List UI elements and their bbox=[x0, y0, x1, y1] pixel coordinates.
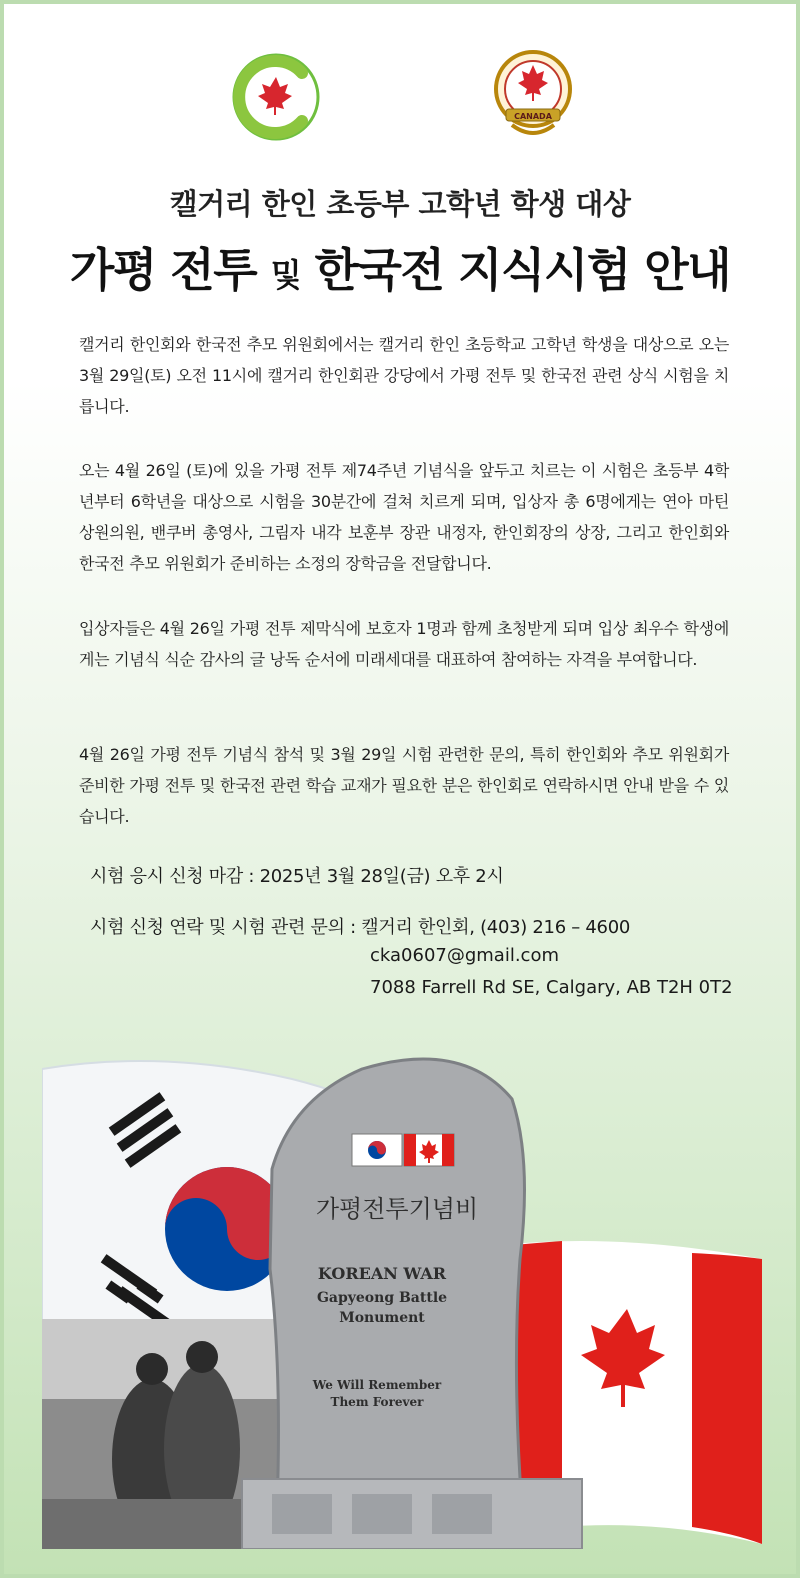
title-conj: 및 bbox=[270, 256, 301, 294]
title-part2: 한국전 지식시험 안내 bbox=[314, 243, 731, 297]
logo-row bbox=[4, 49, 796, 149]
paragraph-4: 4월 26일 가평 전투 기념식 참석 및 3월 29일 시험 관련한 문의, 특히 한인회와 추모 위원회가 준비한 가평 전투 및 한국전 관련 학습 교재가 필요한 분은 한인회로 연락하시면 안내 받을 수 있습니다. bbox=[79, 745, 729, 826]
monument-line1: KOREAN WAR bbox=[317, 1264, 447, 1283]
monument-line3: Monument bbox=[339, 1310, 425, 1326]
calgary-korean-association-logo bbox=[232, 53, 320, 141]
paragraph-3: 입상자들은 4월 26일 가평 전투 제막식에 보호자 1명과 함께 초청받게 되며 입상 최우수 학생에게는 기념식 식순 감사의 글 낭독 순서에 미래세대를 대표하여 참여하는 자격을 부여합니다. bbox=[79, 619, 729, 669]
badge-text: CANADA bbox=[514, 112, 552, 121]
title-part1: 가평 전투 bbox=[69, 243, 257, 297]
monument-illustration bbox=[42, 1039, 764, 1549]
contact-address: 7088 Farrell Rd SE, Calgary, AB T2H 0T2 bbox=[370, 977, 733, 998]
monument-line4: We Will Remember bbox=[312, 1378, 442, 1392]
application-deadline: 시험 응시 신청 마감 : 2025년 3월 28일(금) 오후 2시 bbox=[90, 866, 504, 887]
paragraph-1: 캘거리 한인회와 한국전 추모 위원회에서는 캘거리 한인 초등학교 고학년 학생을 대상으로 오는 3월 29일(토) 오전 11시에 캘거리 한인회관 강당에서 가평 전투 및 한국전 관련 상식 시험을 치릅니다. bbox=[79, 335, 729, 416]
page-title bbox=[4, 234, 796, 300]
monument-korean-name: 가평전투기념비 bbox=[315, 1195, 479, 1223]
monument-line2: Gapyeong Battle bbox=[316, 1290, 448, 1306]
contact-email: cka0607@gmail.com bbox=[370, 945, 559, 966]
subtitle: 캘거리 한인 초등부 고학년 학생 대상 bbox=[169, 187, 631, 221]
monument-line5: Them Forever bbox=[330, 1395, 424, 1409]
paragraph-2: 오는 4월 26일 (토)에 있을 가평 전투 제74주년 기념식을 앞두고 치르는 이 시험은 초등부 4학년부터 6학년을 대상으로 시험을 30분간에 걸쳐 치르게 되며, 입상자 총 6명에게는 연아 마틴 상원의원, 밴쿠버 총영사, 그림자 내각 보훈부 장관 내정자, 한인회장의 상장, 그리고 한인회와 한국전 추모 위원회가 준비하는 소정의 장학금을 전달합니다. bbox=[79, 461, 729, 573]
korea-veterans-badge-logo bbox=[492, 49, 574, 145]
contact-info: 시험 신청 연락 및 시험 관련 문의 : 캘거리 한인회, (403) 216 – 4600 bbox=[90, 917, 631, 938]
